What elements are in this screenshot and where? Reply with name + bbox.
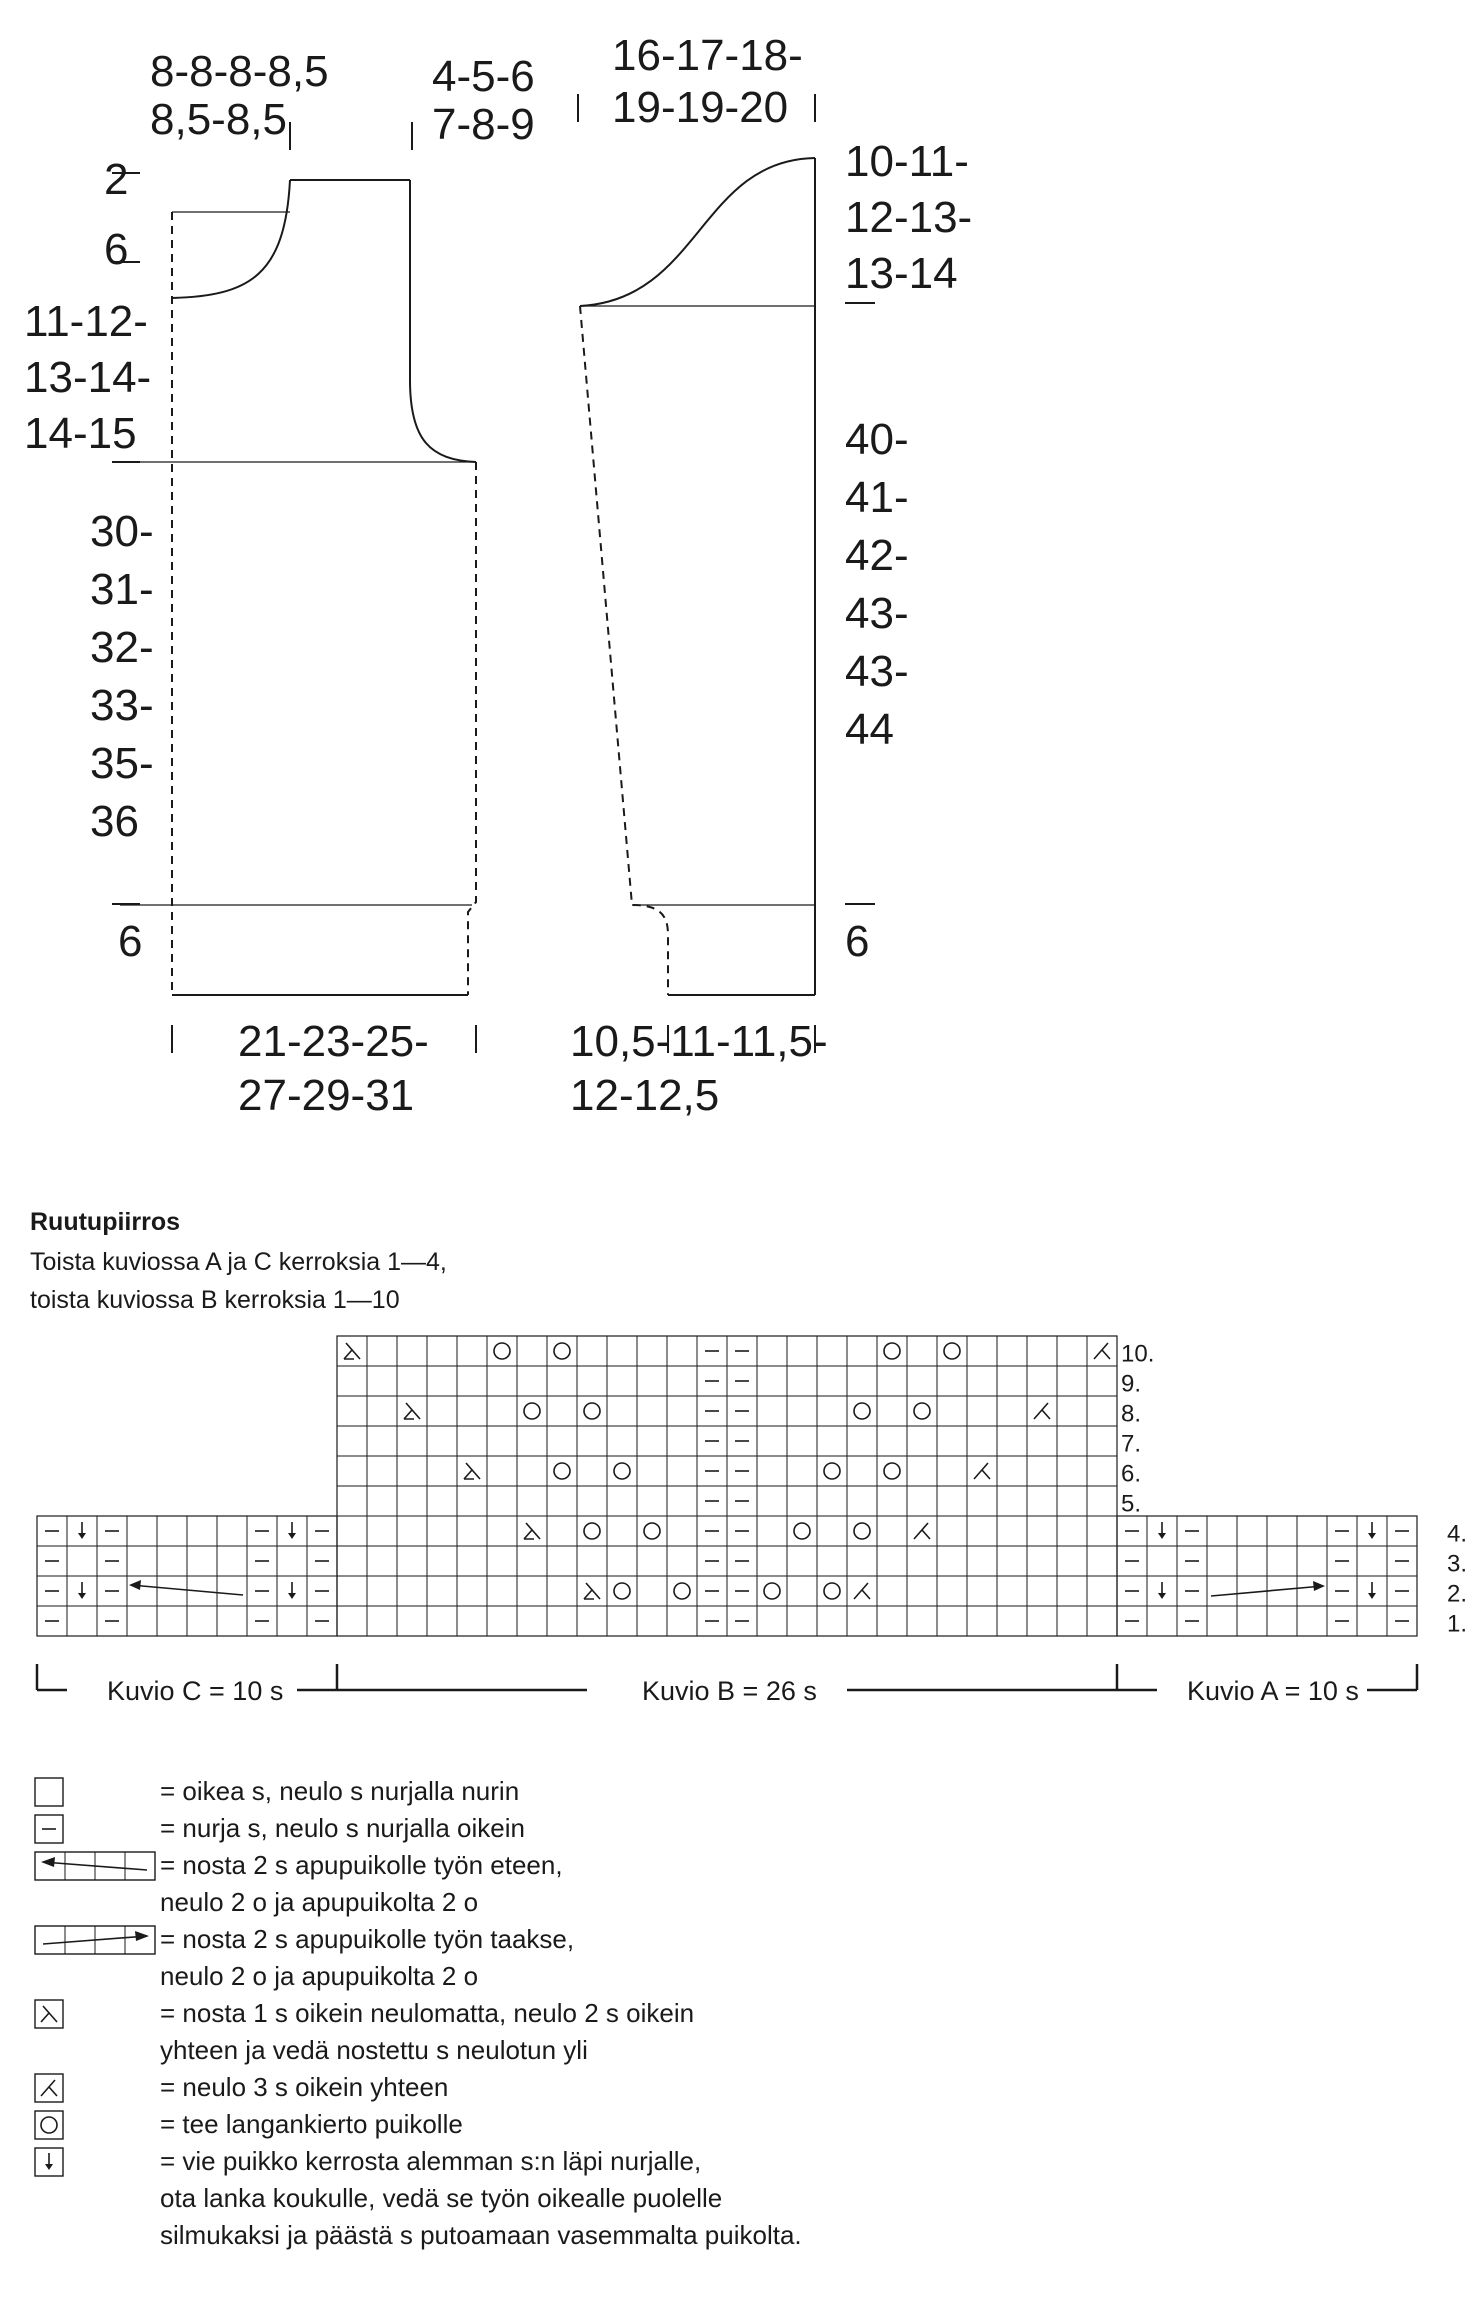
legend-text: = tee langankierto puikolle: [160, 2109, 463, 2139]
cable-right-symbol: [1211, 1581, 1325, 1596]
k1-below-symbol: [288, 1522, 296, 1539]
dim-text: 44: [845, 705, 894, 754]
k1-below-symbol: [1158, 1582, 1166, 1599]
legend-text: = nurja s, neulo s nurjalla oikein: [160, 1813, 525, 1843]
kuvio-c-label: Kuvio C = 10 s: [107, 1676, 284, 1706]
dim-text: 27-29-31: [238, 1071, 415, 1120]
k1-below-symbol: [1368, 1522, 1376, 1539]
k1-below-symbol: [1368, 1582, 1376, 1599]
k3tog-symbol: [914, 1523, 930, 1539]
dim-text: 8-8-8-8,5: [150, 47, 329, 96]
dim-text: 35-: [90, 739, 154, 788]
yarn-over-symbol: [824, 1463, 840, 1479]
legend-yo-icon: [35, 2111, 63, 2139]
dim-text: 30-: [90, 507, 154, 556]
row-number-ac: 4.: [1447, 1520, 1468, 1548]
dim-text: 12-12,5: [570, 1071, 720, 1120]
yarn-over-symbol: [854, 1523, 870, 1539]
yarn-over-symbol: [824, 1583, 840, 1599]
yarn-over-symbol: [674, 1583, 690, 1599]
yarn-over-symbol: [614, 1583, 630, 1599]
legend-text-continued: yhteen ja vedä nostettu s neulotun yli: [160, 2035, 588, 2065]
yarn-over-symbol: [884, 1343, 900, 1359]
yarn-over-symbol: [524, 1403, 540, 1419]
legend-cable-left-icon: [35, 1852, 155, 1880]
legend-text: = neulo 3 s oikein yhteen: [160, 2072, 449, 2102]
legend-k3tog-icon: [35, 2074, 63, 2102]
row-number-ac: 2.: [1447, 1580, 1468, 1608]
dim-text: 11-12-: [24, 297, 148, 346]
row-number-ac: 1.: [1447, 1610, 1468, 1638]
dim-text: 12-13-: [845, 193, 973, 242]
k3tog-symbol: [1034, 1403, 1050, 1419]
body-armhole-curve: [410, 180, 476, 462]
row-number-b: 9.: [1121, 1370, 1142, 1398]
sleeve-cap-curve: [580, 158, 815, 306]
body-top-2: 2: [104, 155, 129, 204]
sleeve-cap-height: [845, 137, 973, 298]
body-rib-height: 6: [118, 917, 143, 966]
dim-text: 16-17-18-: [612, 31, 803, 80]
row-number-b: 6.: [1121, 1460, 1142, 1488]
sk2p-symbol: [524, 1523, 540, 1539]
row-number-b: 7.: [1121, 1430, 1142, 1458]
legend-text: = nosta 2 s apupuikolle työn eteen,: [160, 1850, 563, 1880]
legend-text: = nosta 1 s oikein neulomatta, neulo 2 s oikein: [160, 1998, 695, 2028]
body-shoulder-width: [150, 47, 329, 144]
legend-cable-right-icon: [35, 1926, 155, 1954]
legend-text: = vie puikko kerrosta alemman s:n läpi nurjalle,: [160, 2146, 702, 2176]
yarn-over-symbol: [554, 1343, 570, 1359]
k3tog-symbol: [854, 1583, 870, 1599]
body-armhole-height: [24, 297, 152, 458]
legend-text-continued: silmukaksi ja päästä s putoamaan vasemmalta puikolta.: [160, 2220, 802, 2250]
yarn-over-symbol: [794, 1523, 810, 1539]
dim-text: 43-: [845, 647, 909, 696]
yarn-over-symbol: [584, 1523, 600, 1539]
cable-left-symbol: [129, 1580, 243, 1595]
sk2p-symbol: [344, 1343, 360, 1359]
row-number-b: 10.: [1121, 1340, 1155, 1368]
yarn-over-symbol: [854, 1403, 870, 1419]
legend-text: = nosta 2 s apupuikolle työn taakse,: [160, 1924, 575, 1954]
kuvio-a-label: Kuvio A = 10 s: [1187, 1676, 1359, 1706]
legend-knit-icon: [35, 1778, 63, 1806]
body-right-dashed-edge: [468, 462, 476, 995]
body-length: [90, 507, 154, 846]
k1-below-symbol: [1158, 1522, 1166, 1539]
k1-below-symbol: [78, 1522, 86, 1539]
kuvio-b-label: Kuvio B = 26 s: [642, 1676, 817, 1706]
legend-k1below-icon: [35, 2148, 63, 2176]
knitting-chart: [0, 1320, 1475, 1740]
sleeve-length: [845, 415, 909, 754]
dim-text: 42-: [845, 531, 909, 580]
yarn-over-symbol: [614, 1463, 630, 1479]
sleeve-rib-height: 6: [845, 917, 870, 966]
chart-instruction-2: toista kuviossa B kerroksia 1—10: [30, 1286, 400, 1314]
yarn-over-symbol: [644, 1523, 660, 1539]
yarn-over-symbol: [914, 1403, 930, 1419]
body-top-6: 6: [104, 225, 129, 274]
yarn-over-symbol: [584, 1403, 600, 1419]
legend-text-continued: neulo 2 o ja apupuikolta 2 o: [160, 1961, 479, 1991]
dim-text: 7-8-9: [432, 100, 535, 149]
dim-text: 41-: [845, 473, 909, 522]
k1-below-symbol: [78, 1582, 86, 1599]
legend-purl-icon: [35, 1815, 63, 1843]
row-number-b: 8.: [1121, 1400, 1142, 1428]
yarn-over-symbol: [494, 1343, 510, 1359]
dim-text: 40-: [845, 415, 909, 464]
sleeve-bottom-width: [570, 1017, 828, 1120]
row-number-ac: 3.: [1447, 1550, 1468, 1578]
legend-sk2p-icon: [35, 2000, 63, 2028]
chart-title: Ruutupiirros: [30, 1208, 180, 1236]
legend-text-continued: ota lanka koukulle, vedä se työn oikealle puolelle: [160, 2183, 723, 2213]
dim-text: 13-14-: [24, 353, 152, 402]
sleeve-left-dashed-edge: [580, 306, 668, 995]
body-neck-curve: [172, 180, 290, 298]
dim-text: 10-11-: [845, 137, 969, 186]
dim-text: 8,5-8,5: [150, 95, 287, 144]
body-width: [238, 1017, 429, 1120]
body-neck-width: [432, 52, 535, 149]
chart-instruction-1: Toista kuviossa A ja C kerroksia 1—4,: [30, 1248, 447, 1276]
dim-text: 14-15: [24, 409, 137, 458]
sk2p-symbol: [584, 1583, 600, 1599]
legend-text-continued: neulo 2 o ja apupuikolta 2 o: [160, 1887, 479, 1917]
dim-text: 36: [90, 797, 139, 846]
dim-text: 31-: [90, 565, 154, 614]
legend-text: = oikea s, neulo s nurjalla nurin: [160, 1776, 520, 1806]
sleeve-top-width: [612, 31, 803, 132]
row-number-b: 5.: [1121, 1490, 1142, 1518]
k3tog-symbol: [1094, 1343, 1110, 1359]
dim-text: 21-23-25-: [238, 1017, 429, 1066]
tick-marks: [112, 94, 875, 1053]
sk2p-symbol: [464, 1463, 480, 1479]
dim-text: 13-14: [845, 249, 958, 298]
yarn-over-symbol: [944, 1343, 960, 1359]
sk2p-symbol: [404, 1403, 420, 1419]
dim-text: 33-: [90, 681, 154, 730]
dim-text: 43-: [845, 589, 909, 638]
dim-text: 19-19-20: [612, 83, 789, 132]
yarn-over-symbol: [554, 1463, 570, 1479]
yarn-over-symbol: [764, 1583, 780, 1599]
k3tog-symbol: [974, 1463, 990, 1479]
yarn-over-symbol: [884, 1463, 900, 1479]
dim-text: 32-: [90, 623, 154, 672]
dim-text: 10,5-11-11,5-: [570, 1017, 828, 1066]
k1-below-symbol: [288, 1582, 296, 1599]
dim-text: 4-5-6: [432, 52, 535, 101]
